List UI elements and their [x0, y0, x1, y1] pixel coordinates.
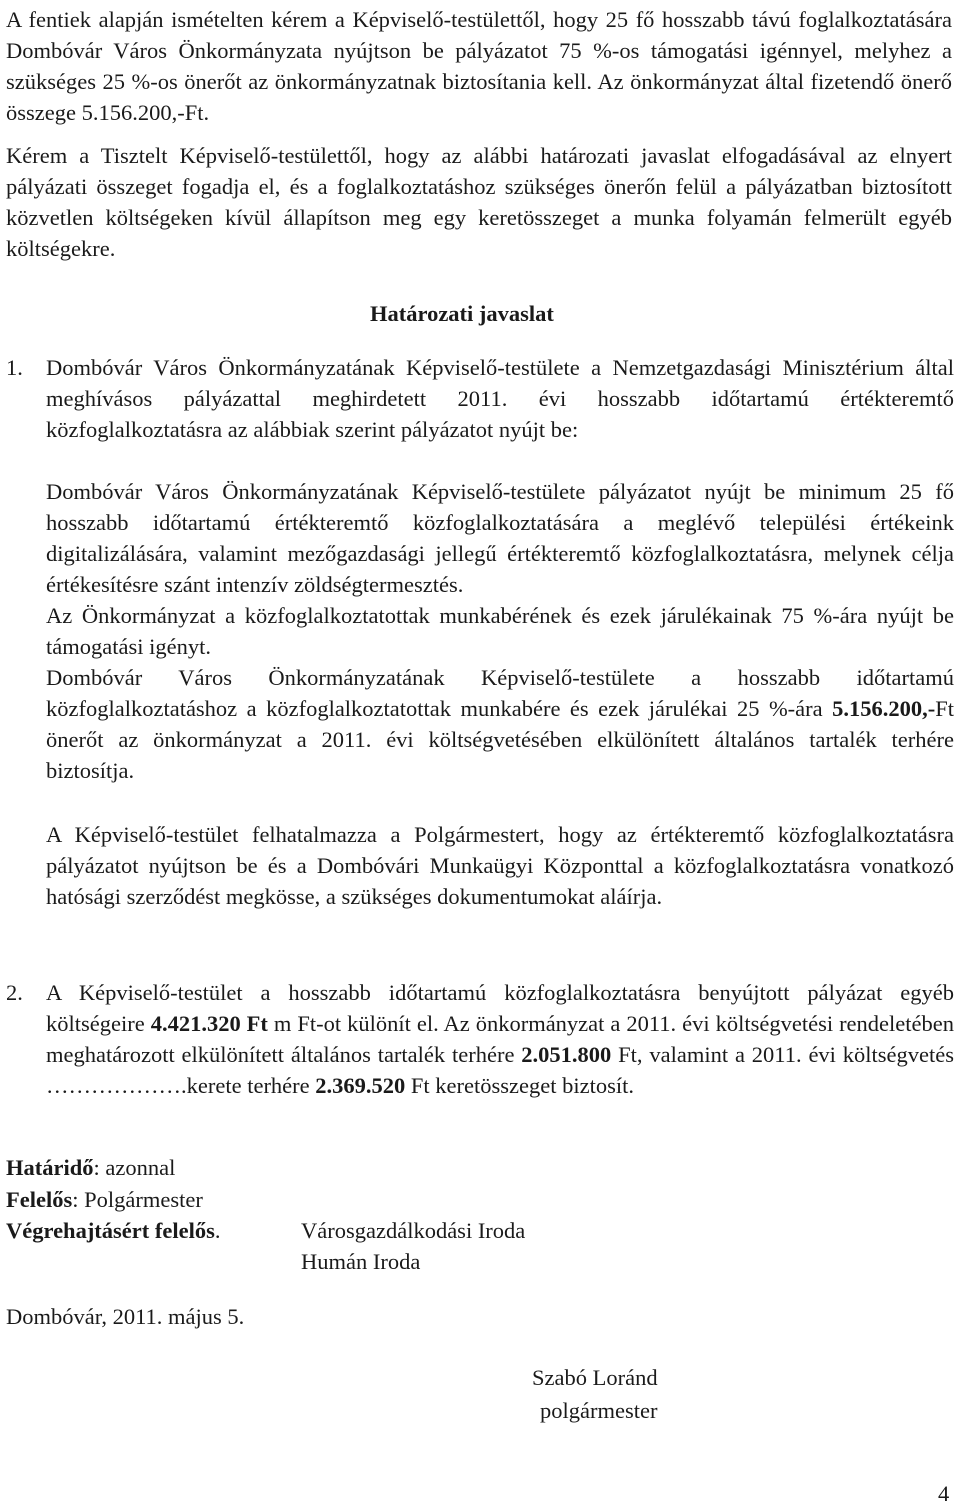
- signatory-title: polgármester: [540, 1398, 658, 1423]
- executor-label: Végrehajtásért felelős: [6, 1218, 215, 1243]
- item-2-t4: Ft keretösszeget biztosít.: [405, 1073, 634, 1098]
- executor-1: Városgazdálkodási Iroda: [301, 1218, 526, 1243]
- item-1-text-d-pre: Dombóvár Város Önkormányzatának Képviselő-testülete a hosszabb időtartamú közfoglalkoztatáshoz a közfoglalkoztatottak munkabére és ezek járulékai 25 %-ára: [46, 665, 954, 721]
- intro-paragraph-1: A fentiek alapján ismételten kérem a Képviselő-testülettől, hogy 25 fő hosszabb távú foglalkoztatására Dombóvár Város Önkormányzata nyújtson be pályázatot 75 %-os támogatási igénnyel, melyhez a szükséges 25 %-os önerőt az önkormányzatnak biztosítania kell. Az önkormányzat által fizetendő önerő összege 5.156.200,-Ft.: [6, 7, 952, 125]
- responsible-value: : Polgármester: [72, 1187, 203, 1212]
- item-2-number: 2.: [6, 980, 23, 1005]
- item-1-text-c: Az Önkormányzat a közfoglalkoztatottak munkabérének és ezek járulékainak 75 %-ára nyújt be támogatási igényt.: [46, 603, 954, 659]
- item-1-text-d: [46, 662, 954, 786]
- intro-paragraph-2: Kérem a Tisztelt Képviselő-testülettől, hogy az alábbi határozati javaslat elfogadásával az elnyert pályázati összeget fogadja el, és a foglalkoztatáshoz szükséges önerőn felül a pályázatban biztosított közvetlen költségeken kívül állapítson meg egy keretösszeget a munka folyamán felmerült egyéb költségekre.: [6, 143, 952, 261]
- item-2-t1: A Képviselő-testület a hosszabb időtartamú közfoglalkoztatásra benyújtott pályázat egyéb költségeire: [46, 980, 954, 1036]
- item-1-text-d-post: Ft önerőt az önkormányzat a 2011. évi költségvetésében elkülönített általános tartalék terhére biztosítja.: [46, 696, 954, 783]
- item-1-number: 1.: [6, 355, 23, 380]
- item-2-text: [46, 977, 954, 1101]
- item-2-t3: Ft, valamint a 2011. évi költségvetés ……………….kerete terhére: [46, 1042, 955, 1098]
- resolution-heading: Határozati javaslat: [370, 301, 554, 326]
- item-1-text-a: Dombóvár Város Önkormányzatának Képviselő-testülete a Nemzetgazdasági Minisztérium által meghívásos pályázattal meghirdetett 2011. évi hosszabb időtartamú értékteremtő közfoglalkoztatásra az alábbiak szerint pályázatot nyújt be:: [46, 355, 954, 442]
- signatory-name: Szabó Loránd: [532, 1365, 658, 1390]
- executor-dot: .: [214, 1218, 221, 1243]
- item-1-text-e: A Képviselő-testület felhatalmazza a Polgármestert, hogy az értékteremtő közfoglalkoztatásra pályázatot nyújtson be és a Dombóvári Munkaügyi Központtal a közfoglalkoztatásra vonatkozó hatósági szerződést megkösse, a szükséges dokumentumokat aláírja.: [46, 822, 954, 909]
- item-1-text-b: Dombóvár Város Önkormányzatának Képviselő-testülete pályázatot nyújt be minimum 25 fő hosszabb időtartamú értékteremtő közfoglalkoztatására a meglévő települési értékeink digitalizálására, valamint mezőgazdasági jellegű értékteremtő közfoglalkoztatásra, melynek célja értékesítésre szánt intenzív zöldségtermesztés.: [46, 479, 954, 597]
- item-2-t2: m Ft-ot különít el. Az önkormányzat a 2011. évi költségvetési rendeletében meghatározott elkülönített általános tartalék terhére: [46, 1011, 954, 1067]
- place-date: Dombóvár, 2011. május 5.: [6, 1304, 245, 1329]
- responsible-label: Felelős: [6, 1187, 73, 1212]
- page-number: 4: [938, 1481, 950, 1506]
- other-costs-amount: 4.421.320 Ft: [150, 1011, 268, 1036]
- reserve-amount: 2.051.800: [521, 1042, 612, 1067]
- own-contribution-amount: 5.156.200,-: [832, 696, 936, 721]
- executor-2: Humán Iroda: [301, 1249, 421, 1274]
- deadline-label: Határidő: [6, 1155, 94, 1180]
- deadline-line: [6, 1152, 175, 1183]
- executor-line: [6, 1215, 221, 1246]
- deadline-value: : azonnal: [93, 1155, 176, 1180]
- frame-amount: 2.369.520: [315, 1073, 406, 1098]
- responsible-line: [6, 1184, 203, 1215]
